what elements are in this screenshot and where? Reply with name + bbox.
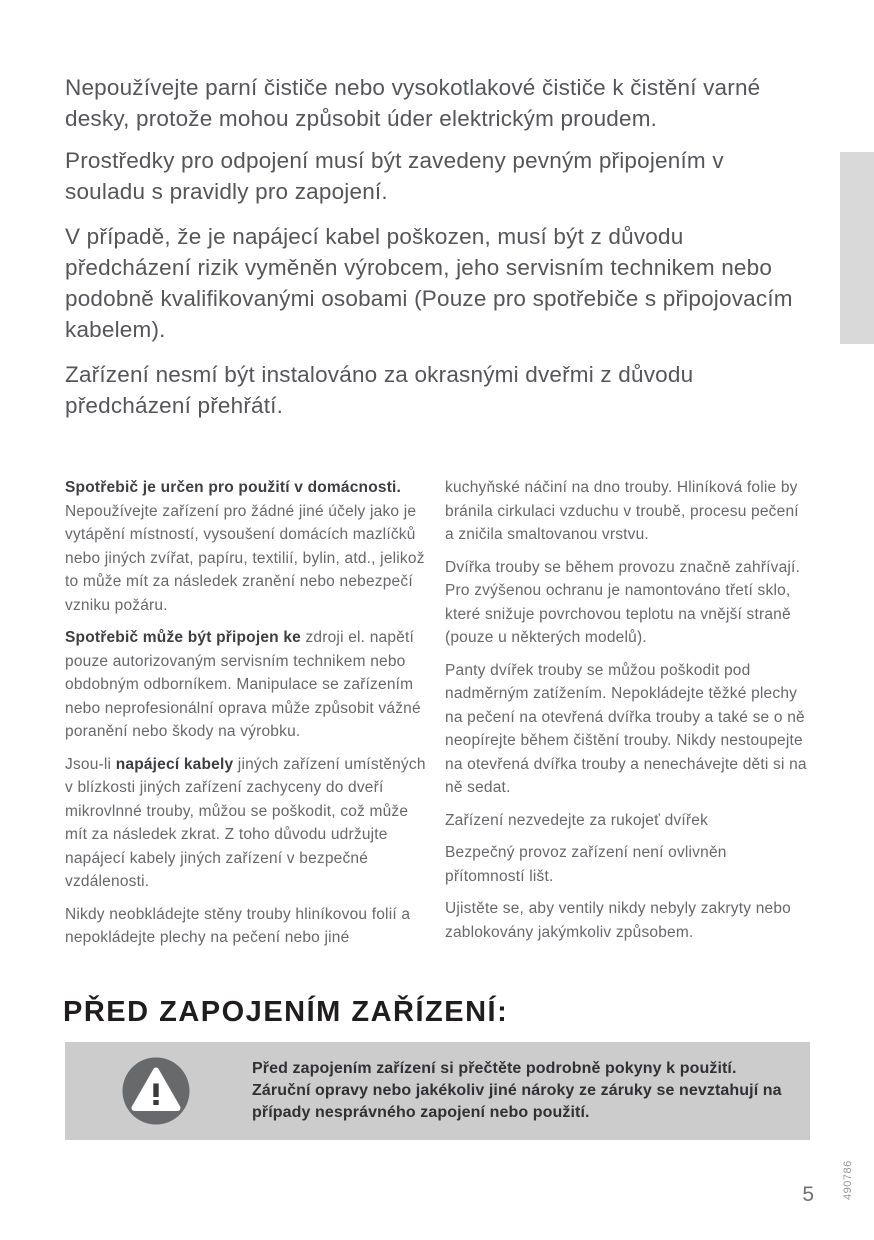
column-paragraph: Spotřebič může být připojen ke zdroji el. napětí pouze autorizovaným servisním technikem nebo obdobným odborníkem. Manipulace se zařízením nebo neprofesionální oprava může způsobit vážné poranění nebo škody na výrobku.	[65, 629, 421, 740]
two-column-section	[65, 476, 811, 959]
intro-paragraphs	[65, 72, 805, 432]
left-column	[65, 476, 430, 959]
page-edge-tab	[840, 152, 874, 344]
column-paragraph: Panty dvířek trouby se můžou poškodit pod nadměrným zatížením. Nepokládejte těžké plechy na pečení na otevřená dvířka trouby a také se o ně neopírejte během čištění trouby. Nikdy nestoupejte na otevřená dvířka trouby a nenechávejte děti si na ně sedat.	[445, 661, 807, 796]
warning-text: Před zapojením zařízení si přečtěte podrobně pokyny k použití. Záruční opravy nebo jakékoliv jiné nároky ze záruky se nevztahují na případy nesprávného zapojení nebo použití.	[252, 1060, 782, 1121]
column-paragraph: kuchyňské náčiní na dno trouby. Hliníková folie by bránila cirkulaci vzduchu v troubě, procesu pečení a zničila smaltovanou vrstvu.	[445, 479, 799, 543]
column-paragraph: Spotřebič je určen pro použití v domácnosti. Nepoužívejte zařízení pro žádné jiné účely jako je vytápění místností, vysoušení domácích mazlíčků nebo jiných zvířat, papíru, textilií, bylin, atd., jelikož to může mít za následek zranění nebo nebezpečí vzniku požáru.	[65, 479, 425, 614]
page-number: 5	[802, 1183, 814, 1206]
column-paragraph: Bezpečný provoz zařízení není ovlivněn přítomností lišt.	[445, 844, 727, 885]
warning-box	[65, 1042, 810, 1140]
intro-paragraph: Prostředky pro odpojení musí být zavedeny pevným připojením v souladu s pravidly pro zapojení.	[65, 148, 724, 204]
column-paragraph: Ujistěte se, aby ventily nikdy nebyly zakryty nebo zablokovány jakýmkoliv způsobem.	[445, 900, 791, 941]
warning-triangle-icon	[122, 1057, 190, 1125]
right-column	[445, 476, 810, 959]
print-code: 490786	[842, 1160, 854, 1200]
column-paragraph: Zařízení nezvedejte za rukojeť dvířek	[445, 811, 709, 829]
intro-paragraph: Nepoužívejte parní čističe nebo vysokotlakové čističe k čistění varné desky, protože mohou způsobit úder elektrickým proudem.	[65, 75, 761, 131]
column-paragraph: Dvířka trouby se během provozu značně zahřívají. Pro zvýšenou ochranu je namontováno třetí sklo, které snižuje povrchovou teplotu na vnější straně (pouze u některých modelů).	[445, 558, 801, 646]
intro-paragraph: Zařízení nesmí být instalováno za okrasnými dveřmi z důvodu předcházení přehřátí.	[65, 362, 694, 418]
column-paragraph: Jsou-li napájecí kabely jiných zařízení umístěných v blízkosti jiných zařízení zachyceny do dveří mikrovlnné trouby, můžou se poškodit, což může mít za následek zkrat. Z toho důvodu udržujte napájecí kabely jiných zařízení v bezpečné vzdálenosti.	[65, 755, 426, 890]
intro-paragraph: V případě, že je napájecí kabel poškozen, musí být z důvodu předcházení rizik vyměněn výrobcem, jeho servisním technikem nebo podobně kvalifikovanými osobami (Pouze pro spotřebiče s připojovacím kabelem).	[65, 224, 793, 342]
column-paragraph: Nikdy neobkládejte stěny trouby hliníkovou folií a nepokládejte plechy na pečení nebo jiné	[65, 905, 411, 946]
section-heading: PŘED ZAPOJENÍM ZAŘÍZENÍ:	[63, 996, 509, 1028]
